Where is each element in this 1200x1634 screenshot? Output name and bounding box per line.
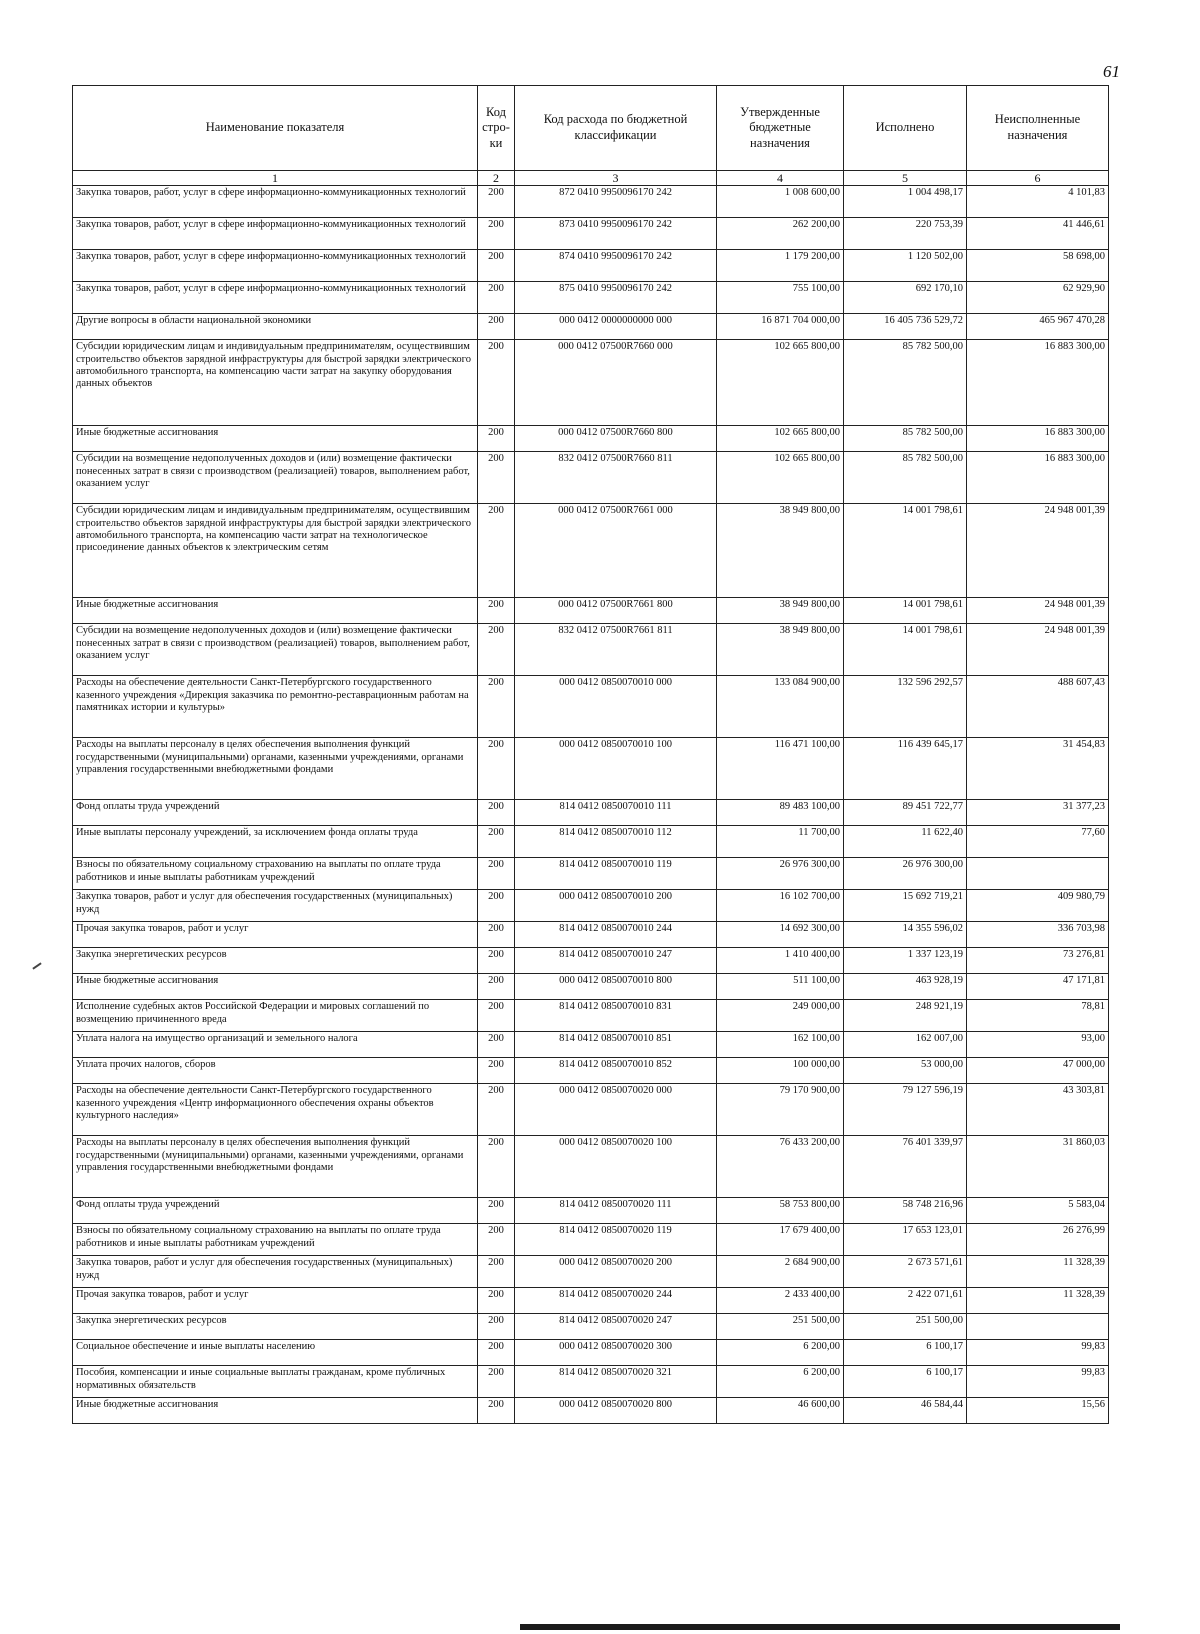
row-unexecuted: 16 883 300,00 xyxy=(967,340,1109,426)
row-line-code: 200 xyxy=(478,1032,515,1058)
row-budget-code: 000 0412 07500R7661 800 xyxy=(515,598,717,624)
row-executed: 1 120 502,00 xyxy=(844,250,967,282)
row-unexecuted: 62 929,90 xyxy=(967,282,1109,314)
row-executed: 2 673 571,61 xyxy=(844,1256,967,1288)
row-line-code: 200 xyxy=(478,1084,515,1136)
row-line-code: 200 xyxy=(478,858,515,890)
table-row xyxy=(73,1398,1109,1424)
table-row xyxy=(73,1198,1109,1224)
row-unexecuted: 93,00 xyxy=(967,1032,1109,1058)
table-row xyxy=(73,624,1109,676)
table-row xyxy=(73,974,1109,1000)
row-line-code: 200 xyxy=(478,504,515,598)
row-line-code: 200 xyxy=(478,598,515,624)
row-unexecuted: 47 171,81 xyxy=(967,974,1109,1000)
table-row xyxy=(73,426,1109,452)
row-unexecuted: 16 883 300,00 xyxy=(967,426,1109,452)
row-name: Взносы по обязательному социальному страхованию на выплаты по оплате труда работников и иные выплаты работникам учреждений xyxy=(73,858,478,890)
row-line-code: 200 xyxy=(478,948,515,974)
row-line-code: 200 xyxy=(478,218,515,250)
table-row xyxy=(73,826,1109,858)
row-executed: 162 007,00 xyxy=(844,1032,967,1058)
row-line-code: 200 xyxy=(478,1198,515,1224)
row-name: Расходы на обеспечение деятельности Санкт-Петербургского государственного казенного учреждения «Центр информационного обеспечения охраны объектов культурного наследия» xyxy=(73,1084,478,1136)
row-name: Субсидии юридическим лицам и индивидуальным предпринимателям, осуществившим строительство объектов зарядной инфраструктуры для быстрой зарядки электрического автомобильного транспорта, на компенсацию части затрат на закупку оборудования данных объектов xyxy=(73,340,478,426)
row-name: Уплата налога на имущество организаций и земельного налога xyxy=(73,1032,478,1058)
row-budget-code: 000 0412 0850070020 200 xyxy=(515,1256,717,1288)
row-name: Закупка энергетических ресурсов xyxy=(73,1314,478,1340)
row-approved: 16 102 700,00 xyxy=(717,890,844,922)
row-budget-code: 000 0412 0850070020 000 xyxy=(515,1084,717,1136)
row-budget-code: 814 0412 0850070020 111 xyxy=(515,1198,717,1224)
row-budget-code: 873 0410 9950096170 242 xyxy=(515,218,717,250)
row-executed: 220 753,39 xyxy=(844,218,967,250)
budget-execution-table xyxy=(72,85,1109,1424)
table-row xyxy=(73,452,1109,504)
row-line-code: 200 xyxy=(478,1224,515,1256)
row-approved: 1 410 400,00 xyxy=(717,948,844,974)
row-budget-code: 000 0412 0850070010 000 xyxy=(515,676,717,738)
header-row xyxy=(73,86,1109,171)
row-executed: 76 401 339,97 xyxy=(844,1136,967,1198)
row-approved: 14 692 300,00 xyxy=(717,922,844,948)
row-name: Иные бюджетные ассигнования xyxy=(73,598,478,624)
table-row xyxy=(73,282,1109,314)
row-unexecuted: 24 948 001,39 xyxy=(967,598,1109,624)
row-unexecuted: 336 703,98 xyxy=(967,922,1109,948)
column-number: 6 xyxy=(967,171,1109,186)
row-budget-code: 000 0412 07500R7660 800 xyxy=(515,426,717,452)
row-line-code: 200 xyxy=(478,250,515,282)
row-executed: 14 001 798,61 xyxy=(844,598,967,624)
row-budget-code: 814 0412 0850070020 321 xyxy=(515,1366,717,1398)
row-line-code: 200 xyxy=(478,922,515,948)
row-line-code: 200 xyxy=(478,624,515,676)
row-executed: 116 439 645,17 xyxy=(844,738,967,800)
row-approved: 1 179 200,00 xyxy=(717,250,844,282)
row-approved: 251 500,00 xyxy=(717,1314,844,1340)
column-number: 5 xyxy=(844,171,967,186)
row-executed: 6 100,17 xyxy=(844,1340,967,1366)
row-name: Субсидии на возмещение недополученных доходов и (или) возмещение фактически понесенных затрат в связи с производством (реализацией) товаров, выполнением работ, оказанием услуг xyxy=(73,452,478,504)
row-name: Расходы на выплаты персоналу в целях обеспечения выполнения функций государственными (муниципальными) органами, казенными учреждениями, органами управления государственными внебюджетными фондами xyxy=(73,1136,478,1198)
row-approved: 6 200,00 xyxy=(717,1366,844,1398)
row-line-code: 200 xyxy=(478,1256,515,1288)
row-budget-code: 000 0412 0850070020 100 xyxy=(515,1136,717,1198)
row-budget-code: 832 0412 07500R7661 811 xyxy=(515,624,717,676)
scan-mark xyxy=(32,962,41,969)
table-row xyxy=(73,738,1109,800)
row-budget-code: 000 0412 0850070020 800 xyxy=(515,1398,717,1424)
row-approved: 16 871 704 000,00 xyxy=(717,314,844,340)
row-unexecuted: 4 101,83 xyxy=(967,186,1109,218)
row-line-code: 200 xyxy=(478,186,515,218)
row-name: Субсидии на возмещение недополученных доходов и (или) возмещение фактически понесенных затрат в связи с производством (реализацией) товаров, выполнением работ, оказанием услуг xyxy=(73,624,478,676)
row-approved: 755 100,00 xyxy=(717,282,844,314)
row-budget-code: 875 0410 9950096170 242 xyxy=(515,282,717,314)
row-budget-code: 000 0412 0850070020 300 xyxy=(515,1340,717,1366)
row-unexecuted: 31 454,83 xyxy=(967,738,1109,800)
row-executed: 46 584,44 xyxy=(844,1398,967,1424)
header-line-code: Код стро- ки xyxy=(478,86,515,171)
row-line-code: 200 xyxy=(478,1000,515,1032)
row-name: Закупка товаров, работ, услуг в сфере информационно-коммуникационных технологий xyxy=(73,218,478,250)
row-unexecuted: 31 860,03 xyxy=(967,1136,1109,1198)
table-row xyxy=(73,800,1109,826)
row-budget-code: 814 0412 0850070010 852 xyxy=(515,1058,717,1084)
table-row xyxy=(73,858,1109,890)
row-name: Закупка товаров, работ, услуг в сфере информационно-коммуникационных технологий xyxy=(73,250,478,282)
row-name: Фонд оплаты труда учреждений xyxy=(73,1198,478,1224)
row-budget-code: 814 0412 0850070020 244 xyxy=(515,1288,717,1314)
row-name: Иные бюджетные ассигнования xyxy=(73,974,478,1000)
row-executed: 16 405 736 529,72 xyxy=(844,314,967,340)
row-executed: 463 928,19 xyxy=(844,974,967,1000)
row-name: Закупка энергетических ресурсов xyxy=(73,948,478,974)
row-approved: 58 753 800,00 xyxy=(717,1198,844,1224)
row-line-code: 200 xyxy=(478,1314,515,1340)
row-unexecuted: 5 583,04 xyxy=(967,1198,1109,1224)
row-name: Другие вопросы в области национальной экономики xyxy=(73,314,478,340)
header-unexecuted: Неисполненные назначения xyxy=(967,86,1109,171)
row-unexecuted: 409 980,79 xyxy=(967,890,1109,922)
row-budget-code: 000 0412 0850070010 200 xyxy=(515,890,717,922)
row-approved: 2 433 400,00 xyxy=(717,1288,844,1314)
row-unexecuted: 43 303,81 xyxy=(967,1084,1109,1136)
row-budget-code: 814 0412 0850070020 119 xyxy=(515,1224,717,1256)
row-budget-code: 000 0412 07500R7661 000 xyxy=(515,504,717,598)
row-unexecuted: 465 967 470,28 xyxy=(967,314,1109,340)
row-unexecuted: 41 446,61 xyxy=(967,218,1109,250)
row-unexecuted: 73 276,81 xyxy=(967,948,1109,974)
row-unexecuted: 16 883 300,00 xyxy=(967,452,1109,504)
row-approved: 262 200,00 xyxy=(717,218,844,250)
header-budget-code: Код расхода по бюджетной классификации xyxy=(515,86,717,171)
table-row xyxy=(73,340,1109,426)
table-row xyxy=(73,1256,1109,1288)
row-line-code: 200 xyxy=(478,1136,515,1198)
row-unexecuted: 11 328,39 xyxy=(967,1256,1109,1288)
table-row xyxy=(73,1340,1109,1366)
row-line-code: 200 xyxy=(478,676,515,738)
page-number: 61 xyxy=(1103,62,1120,81)
row-unexecuted: 99,83 xyxy=(967,1340,1109,1366)
row-approved: 38 949 800,00 xyxy=(717,624,844,676)
row-approved: 133 084 900,00 xyxy=(717,676,844,738)
row-executed: 58 748 216,96 xyxy=(844,1198,967,1224)
table-row xyxy=(73,186,1109,218)
row-name: Расходы на выплаты персоналу в целях обеспечения выполнения функций государственными (муниципальными) органами, казенными учреждениями, органами управления государственными внебюджетными фондами xyxy=(73,738,478,800)
row-approved: 511 100,00 xyxy=(717,974,844,1000)
row-budget-code: 000 0412 0850070010 800 xyxy=(515,974,717,1000)
table-row xyxy=(73,1000,1109,1032)
row-line-code: 200 xyxy=(478,800,515,826)
row-line-code: 200 xyxy=(478,974,515,1000)
header-name: Наименование показателя xyxy=(73,86,478,171)
row-executed: 15 692 719,21 xyxy=(844,890,967,922)
row-approved: 76 433 200,00 xyxy=(717,1136,844,1198)
row-name: Закупка товаров, работ, услуг в сфере информационно-коммуникационных технологий xyxy=(73,186,478,218)
row-unexecuted: 24 948 001,39 xyxy=(967,624,1109,676)
row-name: Закупка товаров, работ и услуг для обеспечения государственных (муниципальных) нужд xyxy=(73,1256,478,1288)
row-budget-code: 814 0412 0850070010 119 xyxy=(515,858,717,890)
table-row xyxy=(73,676,1109,738)
row-line-code: 200 xyxy=(478,314,515,340)
row-unexecuted: 26 276,99 xyxy=(967,1224,1109,1256)
row-line-code: 200 xyxy=(478,340,515,426)
row-executed: 85 782 500,00 xyxy=(844,452,967,504)
row-line-code: 200 xyxy=(478,1288,515,1314)
row-approved: 6 200,00 xyxy=(717,1340,844,1366)
row-budget-code: 000 0412 0850070010 100 xyxy=(515,738,717,800)
column-number: 1 xyxy=(73,171,478,186)
table-row xyxy=(73,890,1109,922)
column-number-row xyxy=(73,171,1109,186)
row-executed: 248 921,19 xyxy=(844,1000,967,1032)
row-budget-code: 814 0412 0850070010 831 xyxy=(515,1000,717,1032)
row-approved: 162 100,00 xyxy=(717,1032,844,1058)
row-name: Иные бюджетные ассигнования xyxy=(73,426,478,452)
row-executed: 692 170,10 xyxy=(844,282,967,314)
row-budget-code: 814 0412 0850070010 111 xyxy=(515,800,717,826)
row-approved: 116 471 100,00 xyxy=(717,738,844,800)
row-executed: 14 355 596,02 xyxy=(844,922,967,948)
table-row xyxy=(73,1136,1109,1198)
row-name: Закупка товаров, работ, услуг в сфере информационно-коммуникационных технологий xyxy=(73,282,478,314)
table-body xyxy=(73,186,1109,1424)
table-row xyxy=(73,1224,1109,1256)
row-approved: 38 949 800,00 xyxy=(717,598,844,624)
row-executed: 85 782 500,00 xyxy=(844,340,967,426)
table-row xyxy=(73,504,1109,598)
row-name: Социальное обеспечение и иные выплаты населению xyxy=(73,1340,478,1366)
row-approved: 102 665 800,00 xyxy=(717,340,844,426)
table-row xyxy=(73,922,1109,948)
column-number: 3 xyxy=(515,171,717,186)
row-approved: 2 684 900,00 xyxy=(717,1256,844,1288)
row-approved: 79 170 900,00 xyxy=(717,1084,844,1136)
row-executed: 14 001 798,61 xyxy=(844,624,967,676)
row-budget-code: 814 0412 0850070010 244 xyxy=(515,922,717,948)
row-unexecuted: 31 377,23 xyxy=(967,800,1109,826)
row-unexecuted: 15,56 xyxy=(967,1398,1109,1424)
row-line-code: 200 xyxy=(478,890,515,922)
row-approved: 100 000,00 xyxy=(717,1058,844,1084)
row-unexecuted: 78,81 xyxy=(967,1000,1109,1032)
row-name: Исполнение судебных актов Российской Федерации и мировых соглашений по возмещению причиненного вреда xyxy=(73,1000,478,1032)
row-approved: 38 949 800,00 xyxy=(717,504,844,598)
row-line-code: 200 xyxy=(478,1398,515,1424)
table-row xyxy=(73,250,1109,282)
column-number: 4 xyxy=(717,171,844,186)
row-unexecuted: 11 328,39 xyxy=(967,1288,1109,1314)
table-row xyxy=(73,1288,1109,1314)
column-number: 2 xyxy=(478,171,515,186)
row-line-code: 200 xyxy=(478,1340,515,1366)
row-name: Фонд оплаты труда учреждений xyxy=(73,800,478,826)
row-budget-code: 814 0412 0850070010 851 xyxy=(515,1032,717,1058)
row-line-code: 200 xyxy=(478,282,515,314)
row-name: Субсидии юридическим лицам и индивидуальным предпринимателям, осуществившим строительство объектов зарядной инфраструктуры для быстрой зарядки электрического автомобильного транспорта, на компенсацию части затрат на технологическое присоединение данных объектов к электрическим сетям xyxy=(73,504,478,598)
row-line-code: 200 xyxy=(478,426,515,452)
row-executed: 2 422 071,61 xyxy=(844,1288,967,1314)
row-line-code: 200 xyxy=(478,738,515,800)
row-approved: 102 665 800,00 xyxy=(717,426,844,452)
row-executed: 14 001 798,61 xyxy=(844,504,967,598)
row-approved: 102 665 800,00 xyxy=(717,452,844,504)
row-executed: 132 596 292,57 xyxy=(844,676,967,738)
row-budget-code: 872 0410 9950096170 242 xyxy=(515,186,717,218)
row-budget-code: 814 0412 0850070020 247 xyxy=(515,1314,717,1340)
row-unexecuted: 99,83 xyxy=(967,1366,1109,1398)
row-budget-code: 000 0412 0000000000 000 xyxy=(515,314,717,340)
row-executed: 89 451 722,77 xyxy=(844,800,967,826)
table-row xyxy=(73,1058,1109,1084)
row-name: Закупка товаров, работ и услуг для обеспечения государственных (муниципальных) нужд xyxy=(73,890,478,922)
row-executed: 251 500,00 xyxy=(844,1314,967,1340)
row-unexecuted xyxy=(967,858,1109,890)
table-row xyxy=(73,1032,1109,1058)
row-unexecuted: 47 000,00 xyxy=(967,1058,1109,1084)
row-approved: 249 000,00 xyxy=(717,1000,844,1032)
row-name: Иные бюджетные ассигнования xyxy=(73,1398,478,1424)
table-row xyxy=(73,948,1109,974)
table-row xyxy=(73,1314,1109,1340)
row-executed: 79 127 596,19 xyxy=(844,1084,967,1136)
row-approved: 17 679 400,00 xyxy=(717,1224,844,1256)
row-executed: 17 653 123,01 xyxy=(844,1224,967,1256)
row-name: Расходы на обеспечение деятельности Санкт-Петербургского государственного казенного учреждения «Дирекция заказчика по ремонтно-реставрационным работам на памятниках истории и культуры» xyxy=(73,676,478,738)
row-unexecuted: 58 698,00 xyxy=(967,250,1109,282)
table-row xyxy=(73,1084,1109,1136)
row-name: Прочая закупка товаров, работ и услуг xyxy=(73,922,478,948)
row-name: Пособия, компенсации и иные социальные выплаты гражданам, кроме публичных нормативных обязательств xyxy=(73,1366,478,1398)
row-budget-code: 000 0412 07500R7660 000 xyxy=(515,340,717,426)
row-line-code: 200 xyxy=(478,826,515,858)
row-name: Иные выплаты персоналу учреждений, за исключением фонда оплаты труда xyxy=(73,826,478,858)
row-approved: 89 483 100,00 xyxy=(717,800,844,826)
row-line-code: 200 xyxy=(478,1366,515,1398)
row-approved: 26 976 300,00 xyxy=(717,858,844,890)
row-executed: 85 782 500,00 xyxy=(844,426,967,452)
row-executed: 1 337 123,19 xyxy=(844,948,967,974)
row-budget-code: 814 0412 0850070010 112 xyxy=(515,826,717,858)
table-row xyxy=(73,218,1109,250)
row-name: Прочая закупка товаров, работ и услуг xyxy=(73,1288,478,1314)
row-unexecuted xyxy=(967,1314,1109,1340)
row-approved: 1 008 600,00 xyxy=(717,186,844,218)
row-name: Взносы по обязательному социальному страхованию на выплаты по оплате труда работников и иные выплаты работникам учреждений xyxy=(73,1224,478,1256)
row-approved: 46 600,00 xyxy=(717,1398,844,1424)
row-name: Уплата прочих налогов, сборов xyxy=(73,1058,478,1084)
row-executed: 26 976 300,00 xyxy=(844,858,967,890)
table-row xyxy=(73,314,1109,340)
row-line-code: 200 xyxy=(478,1058,515,1084)
table-row xyxy=(73,598,1109,624)
row-unexecuted: 24 948 001,39 xyxy=(967,504,1109,598)
row-budget-code: 832 0412 07500R7660 811 xyxy=(515,452,717,504)
row-unexecuted: 488 607,43 xyxy=(967,676,1109,738)
row-budget-code: 814 0412 0850070010 247 xyxy=(515,948,717,974)
row-unexecuted: 77,60 xyxy=(967,826,1109,858)
row-approved: 11 700,00 xyxy=(717,826,844,858)
header-approved: Утвержденные бюджетные назначения xyxy=(717,86,844,171)
row-budget-code: 874 0410 9950096170 242 xyxy=(515,250,717,282)
scan-edge-bar xyxy=(520,1624,1120,1630)
table-row xyxy=(73,1366,1109,1398)
row-executed: 53 000,00 xyxy=(844,1058,967,1084)
row-line-code: 200 xyxy=(478,452,515,504)
row-executed: 1 004 498,17 xyxy=(844,186,967,218)
header-executed: Исполнено xyxy=(844,86,967,171)
row-executed: 6 100,17 xyxy=(844,1366,967,1398)
row-executed: 11 622,40 xyxy=(844,826,967,858)
